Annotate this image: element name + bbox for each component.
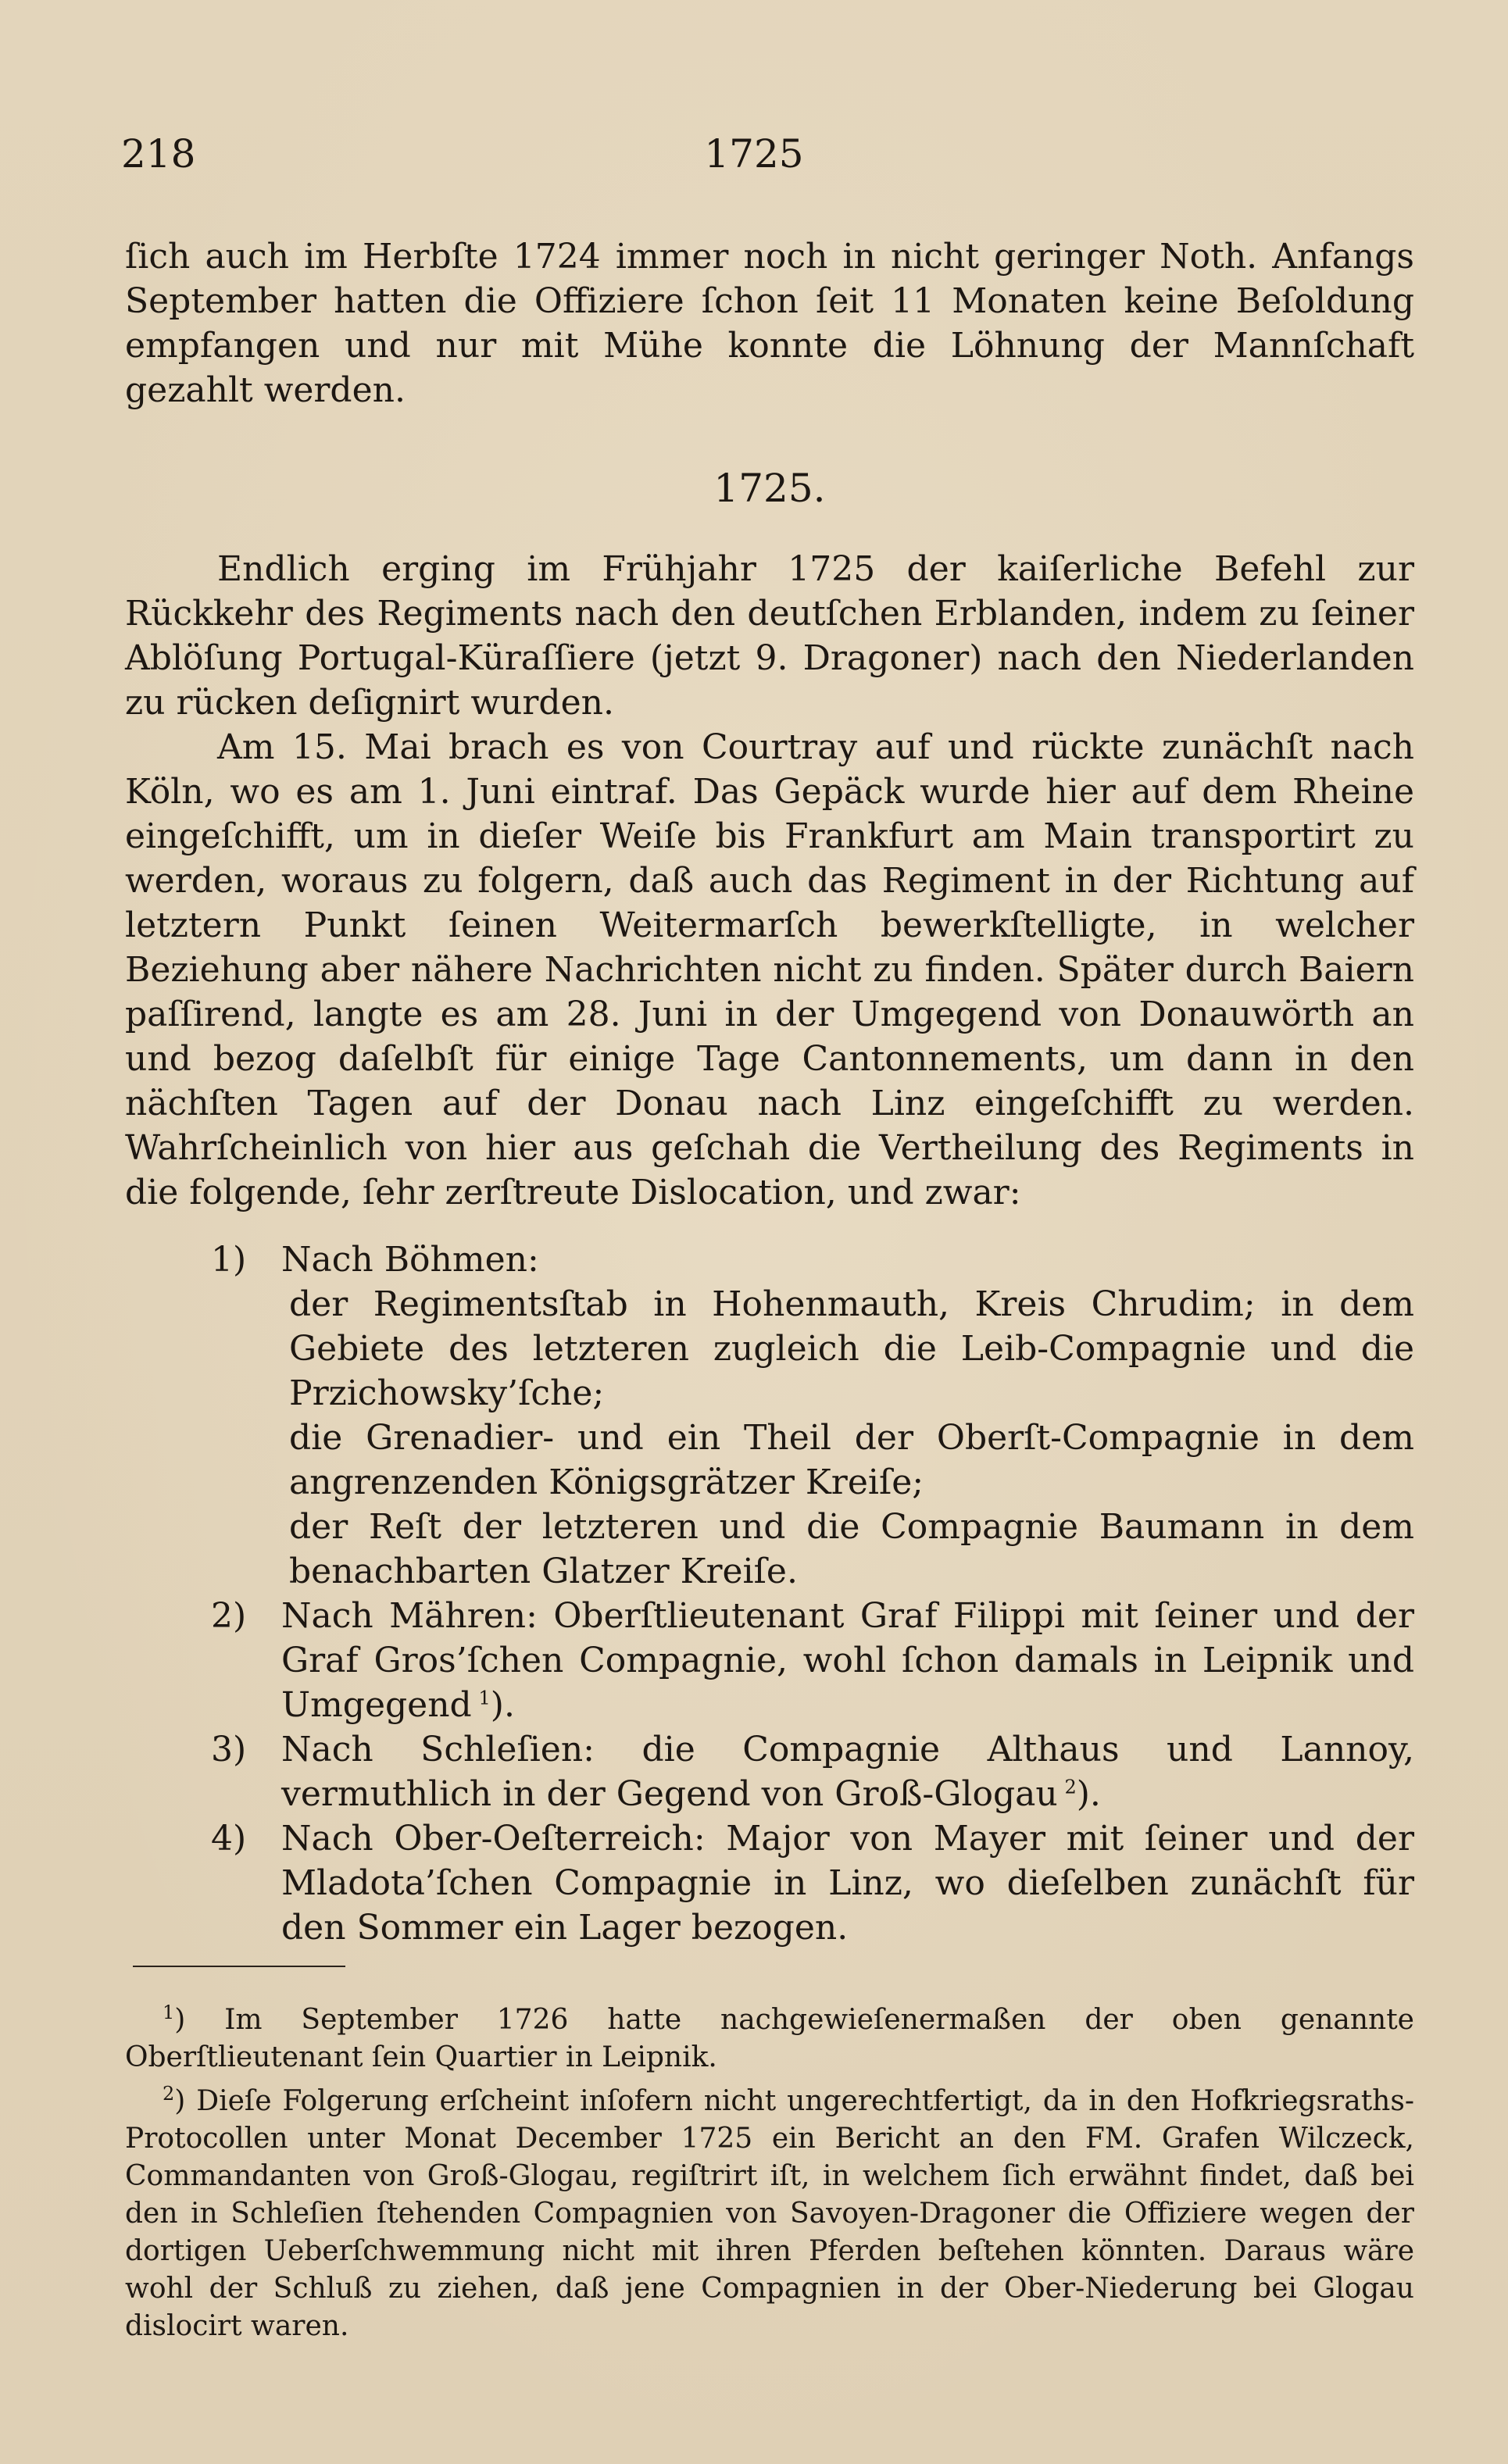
list-number: 1)	[211, 1240, 247, 1280]
intro-paragraph: ſich auch im Herbſte 1724 immer noch in nicht geringer Noth. Anfangs September hatten die Offiziere ſchon ſeit 11 Monaten keine Beſoldung empfangen und nur mit Mühe konnte die Löhnung der Mannſchaft gezahlt werden.	[125, 237, 1414, 410]
paragraph: Endlich erging im Frühjahr 1725 der kaiſerliche Befehl zur Rückkehr des Regiments nach den deutſchen Erblanden, indem zu ſeiner Ablöſung Portugal-Küraſſiere (jetzt 9. Dragoner) nach den Niederlanden zu rücken deſignirt wurden.	[125, 549, 1414, 723]
list-item	[125, 1816, 1414, 1950]
paragraph: Am 15. Mai brach es von Courtray auf und rückte zunächſt nach Köln, wo es am 1. Juni eintraf. Das Gepäck wurde hier auf dem Rheine eingeſchifft, um in dieſer Weiſe bis Frankfurt am Main transportirt zu werden, woraus zu folgern, daß auch das Regiment in der Richtung auf letztern Punkt ſeinen Weitermarſch bewerkſtelligte, in welcher Beziehung aber nähere Nachrichten nicht zu finden. Später durch Baiern paſſirend, langte es am 28. Juni in der Umgegend von Donauwörth an und bezog daſelbſt für einige Tage Cantonnements, um dann in den nächſten Tagen auf der Donau nach Linz eingeſchifft zu werden. Wahrſcheinlich von hier aus geſchah die Vertheilung des Regiments in die folgende, ſehr zerſtreute Dislocation, und zwar:	[125, 727, 1414, 1212]
footnote-mark: 1	[163, 2002, 175, 2023]
list-subitem	[125, 1416, 1414, 1505]
list-heading: Nach Böhmen:	[281, 1240, 539, 1280]
list-item	[125, 1594, 1414, 1727]
running-head: 1725	[704, 131, 804, 177]
dislocation-list	[125, 1237, 1414, 1950]
footnote-mark: 2	[163, 2083, 175, 2105]
list-item-tail: ).	[1076, 1774, 1101, 1814]
page-number: 218	[121, 131, 196, 177]
intro-paragraph-block	[125, 234, 1414, 412]
list-item-body	[125, 1727, 1414, 1816]
footnote-divider	[133, 1966, 345, 1967]
list-item-text: Nach Schleſien: die Compagnie Althaus und Lannoy, vermuthlich in der Gegend von Groß-Glogau	[281, 1730, 1414, 1814]
list-subitem-text: der Regimentsſtab in Hohenmauth, Kreis Chrudim; in dem Gebiete des letzteren zugleich die Leib-Compagnie und die Przichowsky’ſche;	[289, 1284, 1414, 1413]
footnotes	[125, 2002, 1414, 2352]
list-number: 2)	[211, 1596, 247, 1636]
list-number: 3)	[211, 1730, 247, 1769]
section-heading: 1725.	[713, 466, 826, 511]
footnote	[125, 2083, 1414, 2345]
list-item	[125, 1727, 1414, 1816]
list-item-text: Nach Ober-Oeſterreich: Major von Mayer mit ſeiner und der Mladota’ſchen Compagnie in Linz, wo dieſelben zunächſt für den Sommer ein Lager bezogen.	[281, 1819, 1414, 1948]
list-subitem	[125, 1505, 1414, 1594]
list-item-body	[125, 1816, 1414, 1950]
main-text	[125, 547, 1414, 1215]
footnote-ref[interactable]: 2	[1064, 1776, 1077, 1798]
footnote-text: ) Dieſe Folgerung erſcheint inſofern nicht ungerechtfertigt, da in den Hofkriegsraths-Protocollen unter Monat December 1725 ein Bericht an den FM. Grafen Wilczeck, Commandanten von Groß-Glogau, regiſtrirt iſt, in welchem ſich erwähnt findet, daß bei den in Schleſien ſtehenden Compagnien von Savoyen-Dragoner die Offiziere wegen der dortigen Ueberſchwemmung nicht mit ihren Pferden beſtehen könnten. Daraus wäre wohl der Schluß zu ziehen, daß jene Compagnien in der Ober-Niederung bei Glogau dislocirt waren.	[125, 2085, 1414, 2342]
list-subitem-text: der Reſt der letzteren und die Compagnie Baumann in dem benachbarten Glatzer Kreiſe.	[289, 1507, 1414, 1591]
list-number: 4)	[211, 1819, 247, 1859]
list-subitem	[125, 1282, 1414, 1416]
list-item-body: Nach Mähren: Oberſtlieutenant Graf Filippi mit ſeiner und der Graf Gros’ſchen Compagnie, wohl ſchon damals in Leipnik und Umgegend $^1$).	[281, 1596, 1414, 1725]
footnote-text: ) Im September 1726 hatte nachgewieſenermaßen der oben genannte Oberſtlieutenant ſein Quartier in Leipnik.	[125, 2004, 1414, 2073]
page-header	[121, 131, 1387, 186]
list-item-tail: .	[503, 1685, 515, 1725]
list-item-text: Nach Mähren: Oberſtlieutenant Graf Filippi mit ſeiner und der Graf Gros’ſchen Compagnie, wohl ſchon damals in Leipnik und Umgegend	[281, 1596, 1414, 1725]
footnote-ref[interactable]: 1	[478, 1687, 491, 1709]
list-item	[125, 1237, 1414, 1594]
list-subitem-text: die Grenadier- und ein Theil der Oberſt-Compagnie in dem angrenzenden Königsgrätzer Kreiſe;	[289, 1418, 1414, 1502]
footnote	[125, 2002, 1414, 2077]
